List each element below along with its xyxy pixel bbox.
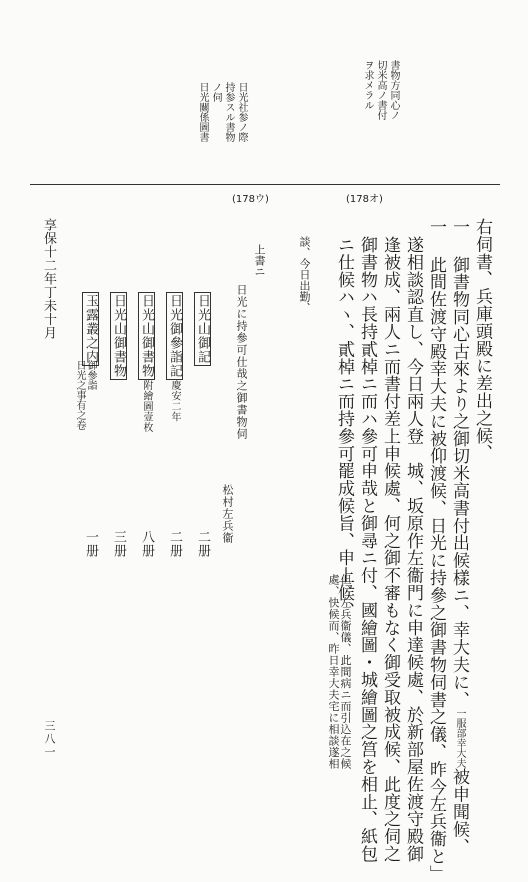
body-line-2-insert: 一服部幸大夫 [454, 708, 465, 769]
memo-item-5-sub-2: 御參詣 [85, 360, 96, 390]
body-line-7-note [327, 574, 351, 770]
body-line-7-note-a: 但、左兵衞儀、此間病ニ而引込在之候 [339, 574, 352, 770]
body-line-7-main: ニ仕候ハヽ、貳棹ニ而持參可罷成候旨、申上候、 [334, 236, 354, 619]
memo-item-5-count: 一册 [83, 530, 98, 558]
memo-title: 日光に持參可仕哉之御書物伺 [235, 284, 248, 440]
body-line-6: 御書物ハ長持貳棹ニ而ハ參可申哉と御尋ニ付、國繪圖・城繪圖之筥を相止、紙包 [357, 236, 377, 863]
body-line-4: 遂相談認直し、今日兩人登 城、坂原作左衞門に申達候處、於新部屋佐渡守殿御 [403, 236, 423, 863]
memo-item-4 [112, 292, 125, 380]
memo-item-5 [84, 292, 97, 366]
memo-item-4-name: 日光山御書物 [111, 294, 126, 378]
body-line-2 [450, 218, 467, 855]
memo-item-2 [168, 292, 181, 422]
margin-note-right [190, 82, 248, 142]
margin-note-left [358, 60, 400, 120]
page-marker-178u: (178ウ) [232, 194, 269, 205]
memo-item-2-name: 日光御參詣記 [167, 294, 182, 378]
margin-note-left-2: 切米高ノ書付 [375, 60, 386, 120]
memo-item-3-count: 八册 [139, 530, 154, 558]
memo-item-3-name: 日光山御書物 [139, 294, 154, 378]
memo-item-2-sub: 慶安二年 [169, 380, 180, 422]
body-line-7 [335, 236, 352, 619]
memo-date: 享保十二年丁未十月 [41, 218, 56, 340]
body-line-2-end: 被申聞候、 [449, 768, 469, 856]
memo-item-5-name: 玉露叢之内 [83, 294, 98, 364]
memo-signature: 松村左兵衞 [221, 484, 234, 544]
memo-item-2-count: 二册 [167, 530, 182, 558]
margin-note-left-1: 書物方同心ノ [388, 60, 399, 120]
margin-note-right-2: 持参スル書物 [223, 82, 234, 142]
memo-heading: 上書ニ [253, 244, 266, 277]
body-line-5: 逢被成、兩人ニ而書付差上申候處、何之御不審もなく御受取被成候、此度之伺之 [380, 236, 400, 863]
body-line-7-note-b: 處、快候而、昨日幸大夫宅に相談遂相 [327, 574, 340, 770]
memo-item-5-sub [74, 360, 96, 430]
body-line-3: 一 此間佐渡守殿幸大夫に被仰渡候、日光に持參之御書物伺書之儀、昨今左兵衞と」 [426, 218, 446, 882]
margin-note-right-4: 日光關係圖書 [197, 82, 208, 142]
memo-item-1-count: 二册 [195, 530, 210, 558]
margin-note-left-3: ヲ求メラル [362, 60, 373, 110]
margin-note-right-3: ノ伺 [210, 82, 221, 102]
page-number: 三八一 [43, 720, 56, 759]
memo-item-4-count: 三册 [111, 530, 126, 558]
header-rule [30, 184, 500, 185]
memo-item-5-sub-1: 日光之事有之卷 [74, 360, 85, 430]
margin-note-right-1: 日光社参ノ際 [236, 82, 247, 142]
page-marker-178o: (178オ) [346, 194, 383, 205]
memo-item-3 [140, 292, 153, 433]
body-line-1: 右伺書、兵庫頭殿に差出之候、 [472, 218, 492, 462]
memo-item-3-sub: 附繪圖壹枚 [141, 380, 152, 433]
body-line-8: 談、今日出勤、 [298, 236, 311, 313]
memo-item-1 [196, 292, 209, 366]
memo-item-1-name: 日光山御記 [195, 294, 210, 364]
body-line-2-main: 一 御書物同心古來より之御切米高書付出候樣ニ、幸大夫に、 [449, 218, 469, 709]
